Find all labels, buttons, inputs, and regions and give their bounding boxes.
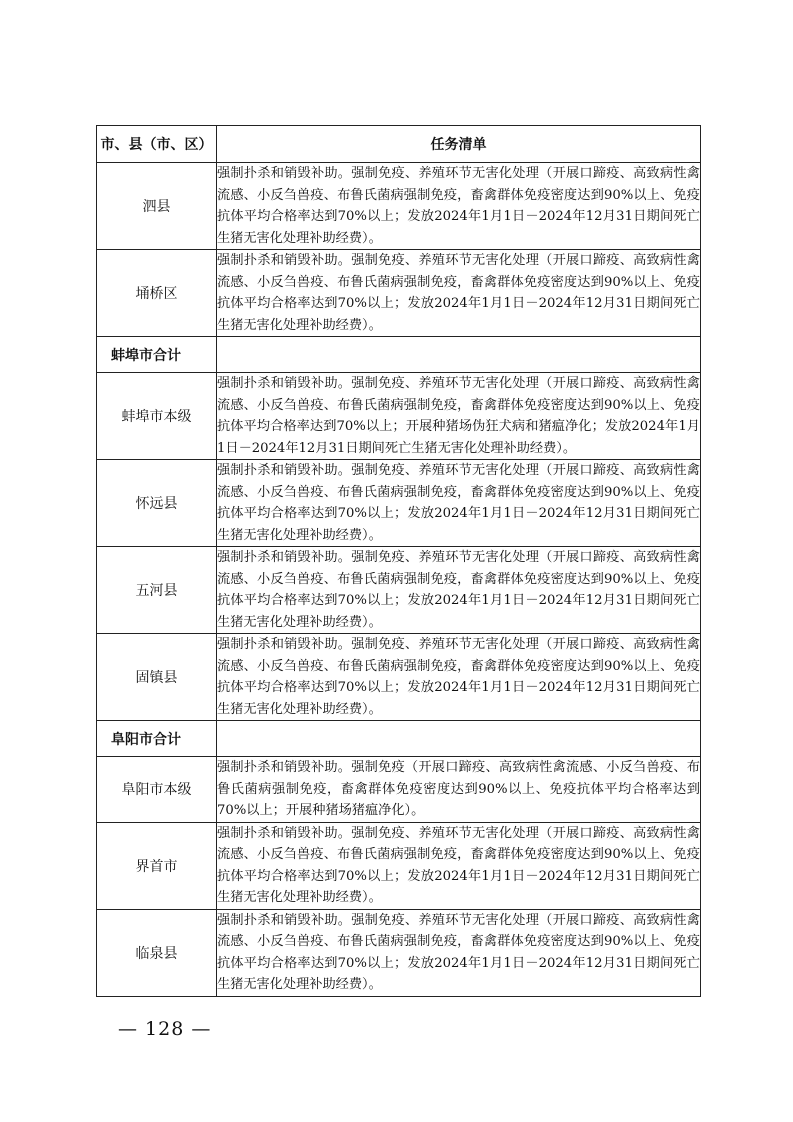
column-header-region: 市、县（市、区） bbox=[97, 126, 217, 163]
task-text: 强制扑杀和销毁补助。强制免疫、养殖环节无害化处理（开展口蹄疫、高致病性禽流感、小反刍兽疫、布鲁氏菌病强制免疫，畜禽群体免疫密度达到90%以上、免疫抗体平均合格率达到70%以上；发放2024年1月1日－2024年12月31日期间死亡生猪无害化处理补助经费）。 bbox=[217, 460, 701, 547]
subtotal-row bbox=[97, 721, 701, 757]
task-text: 强制扑杀和销毁补助。强制免疫、养殖环节无害化处理（开展口蹄疫、高致病性禽流感、小反刍兽疫、布鲁氏菌病强制免疫，畜禽群体免疫密度达到90%以上、免疫抗体平均合格率达到70%以上；发放2024年1月1日－2024年12月31日期间死亡生猪无害化处理补助经费）。 bbox=[217, 163, 701, 250]
region-name: 临泉县 bbox=[97, 909, 217, 996]
table-row bbox=[97, 547, 701, 634]
task-table bbox=[96, 125, 701, 997]
table-row bbox=[97, 909, 701, 996]
subtotal-task bbox=[217, 337, 701, 373]
region-name: 五河县 bbox=[97, 547, 217, 634]
subtotal-row bbox=[97, 337, 701, 373]
region-name: 蚌埠市本级 bbox=[97, 373, 217, 460]
column-header-task-list: 任务清单 bbox=[217, 126, 701, 163]
region-name: 阜阳市本级 bbox=[97, 757, 217, 823]
table-header-row bbox=[97, 126, 701, 163]
region-name: 固镇县 bbox=[97, 634, 217, 721]
task-text: 强制扑杀和销毁补助。强制免疫、养殖环节无害化处理（开展口蹄疫、高致病性禽流感、小反刍兽疫、布鲁氏菌病强制免疫，畜禽群体免疫密度达到90%以上、免疫抗体平均合格率达到70%以上；发放2024年1月1日－2024年12月31日期间死亡生猪无害化处理补助经费）。 bbox=[217, 634, 701, 721]
region-name: 埇桥区 bbox=[97, 250, 217, 337]
region-name: 界首市 bbox=[97, 822, 217, 909]
subtotal-name: 蚌埠市合计 bbox=[97, 337, 217, 373]
table-row bbox=[97, 163, 701, 250]
task-text: 强制扑杀和销毁补助。强制免疫、养殖环节无害化处理（开展口蹄疫、高致病性禽流感、小反刍兽疫、布鲁氏菌病强制免疫，畜禽群体免疫密度达到90%以上、免疫抗体平均合格率达到70%以上；发放2024年1月1日－2024年12月31日期间死亡生猪无害化处理补助经费）。 bbox=[217, 250, 701, 337]
table-row bbox=[97, 373, 701, 460]
region-name: 泗县 bbox=[97, 163, 217, 250]
subtotal-name: 阜阳市合计 bbox=[97, 721, 217, 757]
table-row bbox=[97, 250, 701, 337]
page-number: — 128 — bbox=[118, 1018, 212, 1040]
subtotal-task bbox=[217, 721, 701, 757]
region-name: 怀远县 bbox=[97, 460, 217, 547]
table-row bbox=[97, 757, 701, 823]
task-text: 强制扑杀和销毁补助。强制免疫、养殖环节无害化处理（开展口蹄疫、高致病性禽流感、小反刍兽疫、布鲁氏菌病强制免疫，畜禽群体免疫密度达到90%以上、免疫抗体平均合格率达到70%以上；发放2024年1月1日－2024年12月31日期间死亡生猪无害化处理补助经费）。 bbox=[217, 909, 701, 996]
table-row bbox=[97, 460, 701, 547]
task-text: 强制扑杀和销毁补助。强制免疫、养殖环节无害化处理（开展口蹄疫、高致病性禽流感、小反刍兽疫、布鲁氏菌病强制免疫，畜禽群体免疫密度达到90%以上、免疫抗体平均合格率达到70%以上；发放2024年1月1日－2024年12月31日期间死亡生猪无害化处理补助经费）。 bbox=[217, 822, 701, 909]
table-row bbox=[97, 822, 701, 909]
task-text: 强制扑杀和销毁补助。强制免疫、养殖环节无害化处理（开展口蹄疫、高致病性禽流感、小反刍兽疫、布鲁氏菌病强制免疫，畜禽群体免疫密度达到90%以上、免疫抗体平均合格率达到70%以上；开展种猪场伪狂犬病和猪瘟净化；发放2024年1月1日－2024年12月31日期间死亡生猪无害化处理补助经费）。 bbox=[217, 373, 701, 460]
table-row bbox=[97, 634, 701, 721]
task-text: 强制扑杀和销毁补助。强制免疫、养殖环节无害化处理（开展口蹄疫、高致病性禽流感、小反刍兽疫、布鲁氏菌病强制免疫，畜禽群体免疫密度达到90%以上、免疫抗体平均合格率达到70%以上；发放2024年1月1日－2024年12月31日期间死亡生猪无害化处理补助经费）。 bbox=[217, 547, 701, 634]
task-text: 强制扑杀和销毁补助。强制免疫（开展口蹄疫、高致病性禽流感、小反刍兽疫、布鲁氏菌病强制免疫，畜禽群体免疫密度达到90%以上、免疫抗体平均合格率达到70%以上；开展种猪场猪瘟净化）。 bbox=[217, 757, 701, 823]
